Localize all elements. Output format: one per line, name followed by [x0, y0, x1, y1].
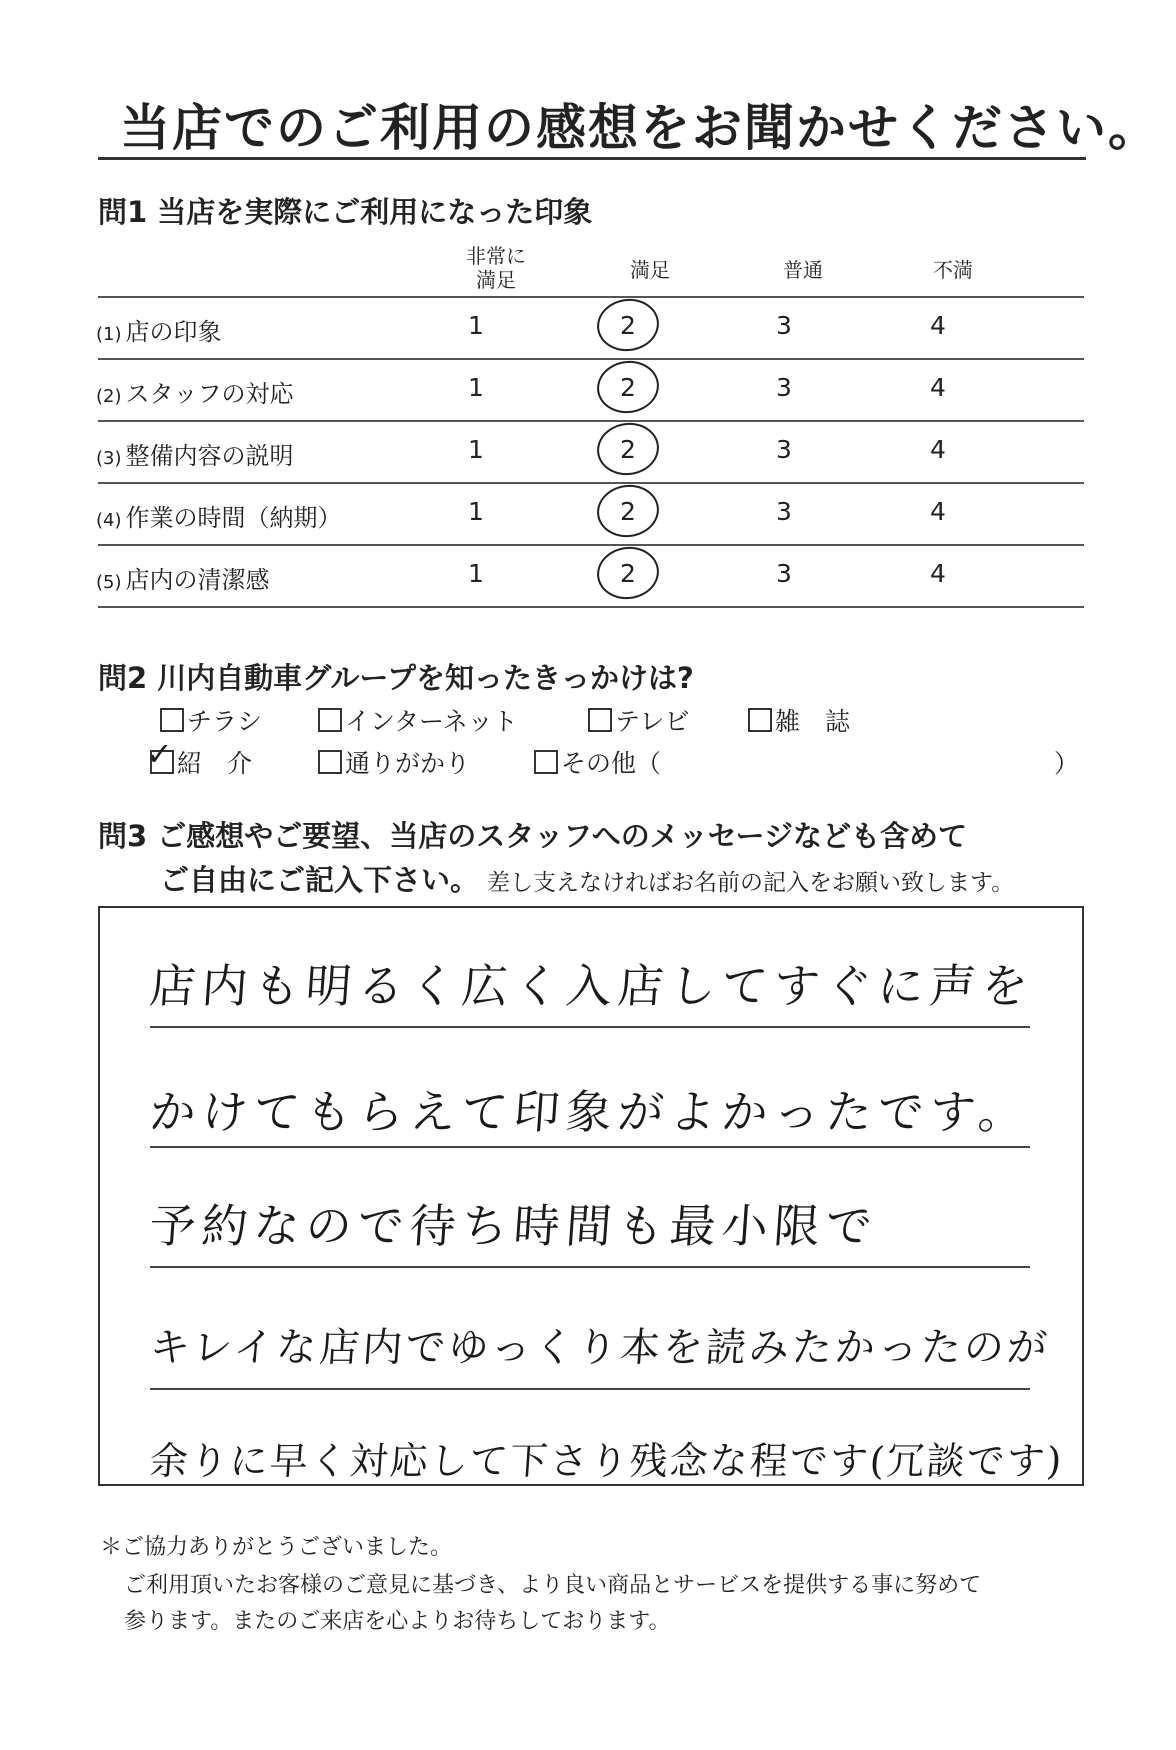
- checkbox[interactable]: [534, 750, 558, 774]
- row-number: (5): [96, 572, 122, 593]
- rating-option[interactable]: 1: [468, 435, 484, 464]
- rating-option[interactable]: 3: [776, 435, 792, 464]
- checkbox-checked[interactable]: [146, 735, 174, 774]
- q3-heading: 問3 ご感想やご要望、当店のスタッフへのメッセージなども含めて: [98, 819, 967, 853]
- rating-option[interactable]: 4: [930, 311, 946, 340]
- rating-option[interactable]: 1: [468, 559, 484, 588]
- row-label: [96, 312, 222, 347]
- writing-line: [150, 1026, 1030, 1028]
- rating-option[interactable]: 2: [620, 373, 636, 402]
- option-label: チラシ: [187, 707, 263, 736]
- option-flyer[interactable]: [160, 702, 262, 738]
- row-label: [96, 560, 270, 595]
- checkbox[interactable]: [160, 708, 184, 732]
- row-label-text: スタッフの対応: [125, 380, 294, 408]
- writing-line: [150, 1146, 1030, 1148]
- row-label-text: 作業の時間（納期）: [125, 504, 342, 532]
- col-head-dissatisfied: 不満: [933, 258, 973, 282]
- table-rule: [98, 420, 1084, 422]
- row-number: (1): [96, 324, 122, 345]
- writing-line: [150, 1266, 1030, 1268]
- checkbox[interactable]: [588, 708, 612, 732]
- rating-option[interactable]: 2: [620, 559, 636, 588]
- handwritten-line: 店内も明るく広く入店してすぐに声を: [147, 959, 1036, 1013]
- selected-circle-icon: [594, 419, 663, 479]
- option-referral[interactable]: [146, 735, 253, 780]
- rating-option[interactable]: 1: [468, 373, 484, 402]
- q2-heading: 問2 川内自動車グループを知ったきっかけは?: [98, 661, 694, 695]
- row-number: (2): [96, 386, 122, 407]
- option-tv[interactable]: [588, 702, 690, 738]
- option-magazine[interactable]: [748, 702, 850, 738]
- rating-option[interactable]: 2: [620, 311, 636, 340]
- handwritten-line: キレイな店内でゆっくり本を読みたかったのが: [148, 1325, 1052, 1371]
- selected-circle-icon: [594, 295, 663, 355]
- footer-text-2: 参ります。またのご来店を心よりお待ちしております。: [124, 1609, 671, 1634]
- row-label-text: 店の印象: [125, 318, 222, 346]
- q3-instruction-main: ご自由にご記入下さい。: [160, 863, 480, 897]
- q1-heading: 問1 当店を実際にご利用になった印象: [98, 195, 593, 229]
- q3-instruction-note: 差し支えなければお名前の記入をお願い致します。: [487, 870, 1015, 896]
- rating-option[interactable]: 2: [620, 435, 636, 464]
- option-passing-by[interactable]: [318, 744, 470, 780]
- footer-text-1: ご利用頂いたお客様のご意見に基づき、より良い商品とサービスを提供する事に努めて: [124, 1573, 982, 1598]
- col-head-very-satisfied-text: 非常に 満足: [466, 244, 526, 292]
- checkmark-icon: ✓: [146, 735, 173, 773]
- rating-option[interactable]: 3: [776, 311, 792, 340]
- option-label: その他（: [561, 749, 662, 778]
- col-head-neutral: 普通: [783, 258, 823, 282]
- option-label: インターネット: [345, 707, 518, 736]
- selected-circle-icon: [594, 481, 663, 541]
- table-rule: [98, 544, 1084, 546]
- row-label: [96, 374, 294, 409]
- rating-option[interactable]: 3: [776, 373, 792, 402]
- table-rule: [98, 358, 1084, 360]
- table-rule: [98, 296, 1084, 298]
- rating-option[interactable]: 4: [930, 559, 946, 588]
- option-other[interactable]: [534, 744, 661, 780]
- option-label: 通りがかり: [345, 749, 471, 778]
- selected-circle-icon: [594, 543, 663, 603]
- row-number: (3): [96, 448, 122, 469]
- rating-option[interactable]: 1: [468, 311, 484, 340]
- table-rule: [98, 606, 1084, 608]
- other-paren-close: ）: [1054, 749, 1080, 778]
- option-label: テレビ: [615, 707, 690, 736]
- title-divider: [98, 157, 1086, 160]
- option-label: 雑 誌: [775, 707, 851, 736]
- rating-option[interactable]: 3: [776, 497, 792, 526]
- selected-circle-icon: [594, 357, 663, 417]
- row-label: [96, 436, 294, 471]
- footer-thanks: ＊ご協力ありがとうございました。: [100, 1535, 453, 1560]
- rating-option[interactable]: 4: [930, 373, 946, 402]
- option-internet[interactable]: [318, 702, 518, 738]
- row-label-text: 整備内容の説明: [125, 442, 294, 470]
- rating-option[interactable]: 4: [930, 435, 946, 464]
- row-number: (4): [96, 510, 122, 531]
- rating-option[interactable]: 4: [930, 497, 946, 526]
- row-label: [96, 498, 342, 533]
- rating-option[interactable]: 2: [620, 497, 636, 526]
- option-label: 紹 介: [177, 749, 253, 778]
- row-label-text: 店内の清潔感: [125, 566, 270, 594]
- col-head-very-satisfied: [436, 244, 556, 292]
- page-title: 当店でのご利用の感想をお聞かせください。: [120, 99, 1160, 157]
- checkbox[interactable]: [318, 750, 342, 774]
- checkbox[interactable]: [318, 708, 342, 732]
- checkbox[interactable]: [748, 708, 772, 732]
- q3-instruction: [160, 858, 1014, 899]
- rating-option[interactable]: 1: [468, 497, 484, 526]
- col-head-satisfied: 満足: [630, 258, 670, 282]
- writing-line: [150, 1388, 1030, 1390]
- rating-option[interactable]: 3: [776, 559, 792, 588]
- table-rule: [98, 482, 1084, 484]
- handwritten-line: かけてもらえて印象がよかったです。: [147, 1085, 1033, 1139]
- handwritten-line: 予約なので待ち時間も最小限で: [147, 1199, 880, 1253]
- handwritten-line: 余りに早く対応して下さり残念な程です(冗談です): [148, 1439, 1065, 1483]
